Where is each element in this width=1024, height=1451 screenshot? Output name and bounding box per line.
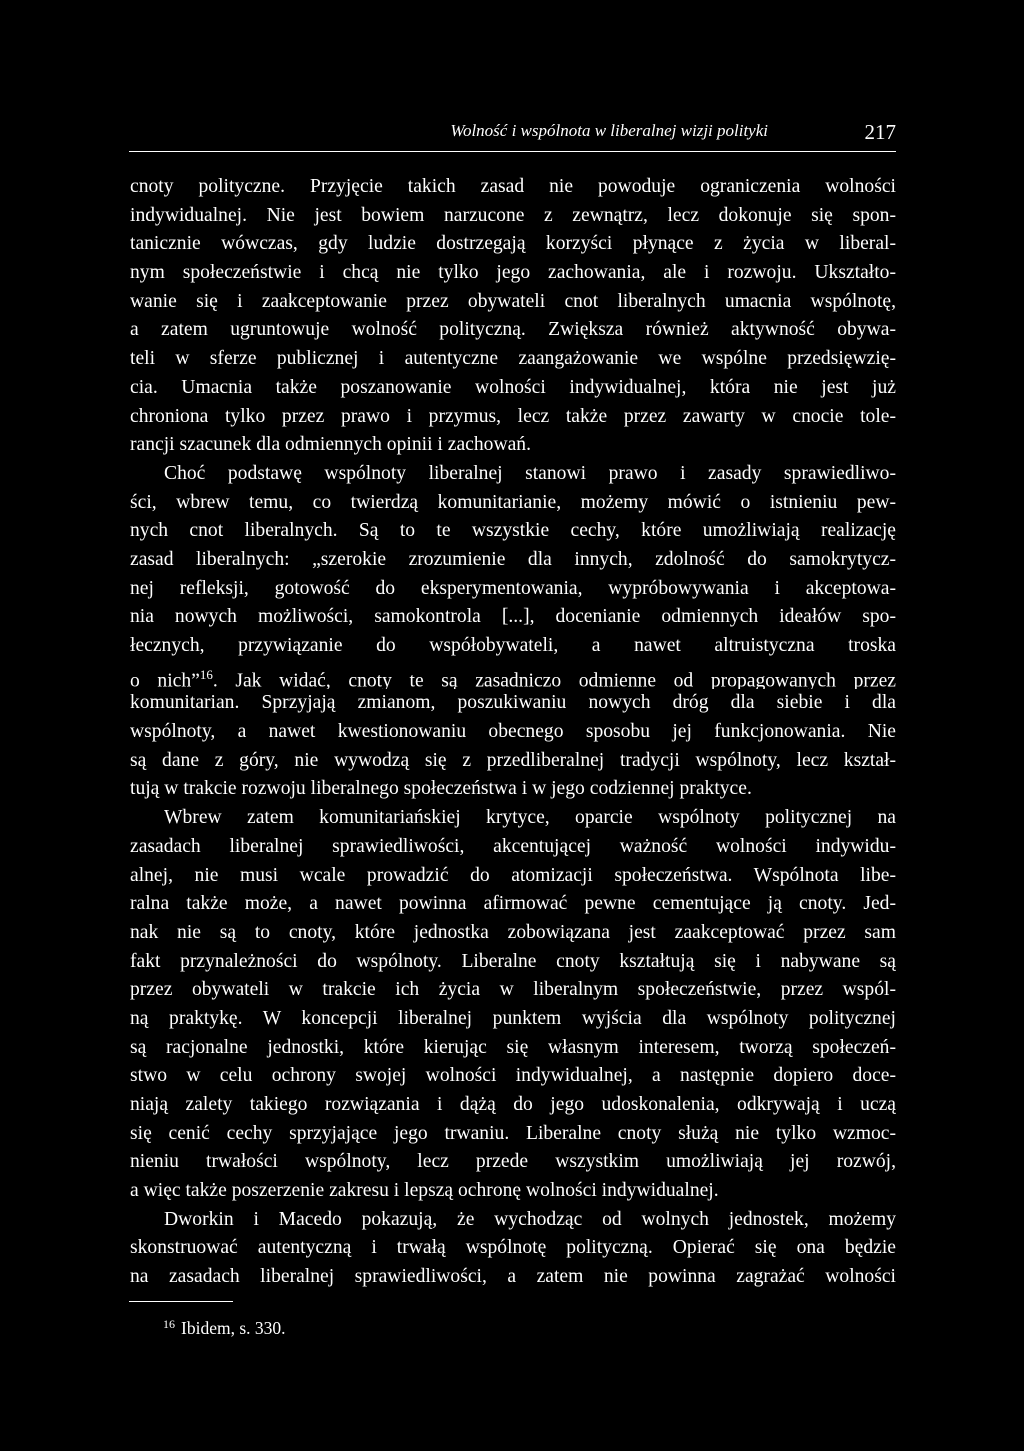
footnote-number: 16 (163, 1317, 175, 1331)
text-line: chroniona tylko przez prawo i przymus, lecz także przez zawarty w cnocie tole- (130, 405, 896, 427)
text-line: cia. Umacnia także poszanowanie wolności indywidualnej, która nie jest już (130, 376, 896, 398)
text-line: nieniu trwałości wspólnoty, lecz przede wszystkim umożliwiają jej rozwój, (130, 1151, 896, 1173)
text-line: a więc także poszerzenie zakresu i lepszą ochronę wolności indywidualnej. (130, 1180, 719, 1202)
text-line: wspólnoty, a nawet kwestionowaniu obecnego sposobu jej funkcjonowania. Nie (130, 721, 896, 743)
text-line: ną praktykę. W koncepcji liberalnej punktem wyjścia dla wspólnoty politycznej (130, 1007, 896, 1029)
text-line: niają zalety takiego rozwiązania i dążą do jego udoskonalenia, odkrywają i uczą (130, 1094, 896, 1115)
running-header (129, 121, 896, 152)
text-line: są dane z góry, nie wywodzą się z przedliberalnej tradycji wspólnoty, lecz kształ- (130, 749, 896, 771)
text-line: ści, wbrew temu, co twierdzą komunitarianie, możemy mówić o istnieniu pew- (130, 491, 896, 513)
text-line: a zatem ugruntowuje wolność polityczną. Zwiększa również aktywność obywa- (130, 319, 896, 341)
text-line: nak nie są to cnoty, które jednostka zobowiązana jest zaakceptować przez sam (130, 921, 896, 943)
text-line: alnej, nie musi wcale prowadzić do atomizacji społeczeństwa. Wspólnota libe- (130, 864, 896, 886)
body-text (130, 173, 896, 1292)
text-line: zasad liberalnych: „szerokie zrozumienie dla innych, zdolność do samokrytycz- (130, 548, 896, 570)
text-line: na zasadach liberalnej sprawiedliwości, a zatem nie powinna zagrażać wolności (130, 1266, 896, 1288)
text-line: nych cnot liberalnych. Są to te wszystkie cechy, które umożliwiają realizację (130, 520, 896, 542)
text-line: tują w trakcie rozwoju liberalnego społeczeństwa i w jego codziennej praktyce. (130, 778, 752, 800)
text-line: cnoty polityczne. Przyjęcie takich zasad nie powoduje ograniczenia wolności (130, 176, 896, 197)
text-line: skonstruować autentyczną i trwałą wspólnotę polityczną. Opierać się ona będzie (130, 1237, 896, 1259)
text-line: się cenić cechy sprzyjające jego trwaniu. Liberalne cnoty służą nie tylko wzmoc- (130, 1122, 896, 1144)
text-line: nej refleksji, gotowość do eksperymentowania, wypróbowywania i akceptowa- (130, 577, 896, 599)
text-line: ralna także może, a nawet powinna afirmować pewne cementujące ją cnoty. Jed- (130, 893, 896, 915)
text-line: tanicznie wówczas, gdy ludzie dostrzegają korzyści płynące z życia w liberal- (130, 233, 896, 255)
running-title: Wolność i wspólnota w liberalnej wizji polityki (450, 121, 768, 140)
text-fragment: o nich” (130, 670, 200, 690)
text-line: rancji szacunek dla odmiennych opinii i zachowań. (130, 434, 531, 456)
text-line: teli w sferze publicznej i autentyczne zaangażowanie we wspólne przedsięwzię- (130, 348, 896, 370)
text-line: zasadach liberalnej sprawiedliwości, akcentującej ważność wolności indywidu- (130, 835, 896, 857)
text-line: Dworkin i Macedo pokazują, że wychodząc od wolnych jednostek, możemy (164, 1208, 896, 1230)
text-line: komunitarian. Sprzyjają zmianom, poszukiwaniu nowych dróg dla siebie i dla (130, 692, 896, 714)
text-line: nym społeczeństwie i chcą nie tylko jego zachowania, ale i rozwoju. Ukształto- (130, 262, 896, 284)
footnote (163, 1313, 286, 1339)
footnote-text: Ibidem, s. 330. (181, 1318, 286, 1338)
text-line: nia nowych możliwości, samokontrola [...], docenianie odmiennych ideałów spo- (130, 606, 896, 628)
text-line: łecznych, przywiązanie do współobywateli, a nawet altruistyczna troska (130, 635, 896, 656)
footnote-divider (129, 1301, 233, 1302)
text-line: przez obywateli w trakcie ich życia w liberalnym społeczeństwie, przez wspól- (130, 979, 896, 1001)
text-line: stwo w celu ochrony swojej wolności indywidualnej, a następnie dopiero doce- (130, 1065, 896, 1087)
footnote-marker: 16 (199, 666, 213, 682)
text-line: są racjonalne jednostki, które kierując się własnym interesem, tworzą społeczeń- (130, 1036, 896, 1058)
text-line: Choć podstawę wspólnoty liberalnej stanowi prawo i zasady sprawiedliwo- (164, 462, 896, 484)
text-line-with-footnote (130, 661, 896, 690)
text-line: fakt przynależności do wspólnoty. Liberalne cnoty kształtują się i nabywane są (130, 950, 896, 972)
text-line: wanie się i zaakceptowanie przez obywateli cnot liberalnych umacnia wspólnotę, (130, 290, 896, 312)
text-fragment: . Jak widać, cnoty te są zasadniczo odmienne od propagowanych przez (212, 670, 896, 690)
page-number: 217 (864, 120, 896, 144)
text-line: Wbrew zatem komunitariańskiej krytyce, oparcie wspólnoty politycznej na (164, 807, 896, 829)
text-line: indywidualnej. Nie jest bowiem narzucone z zewnątrz, lecz dokonuje się spon- (130, 204, 896, 226)
